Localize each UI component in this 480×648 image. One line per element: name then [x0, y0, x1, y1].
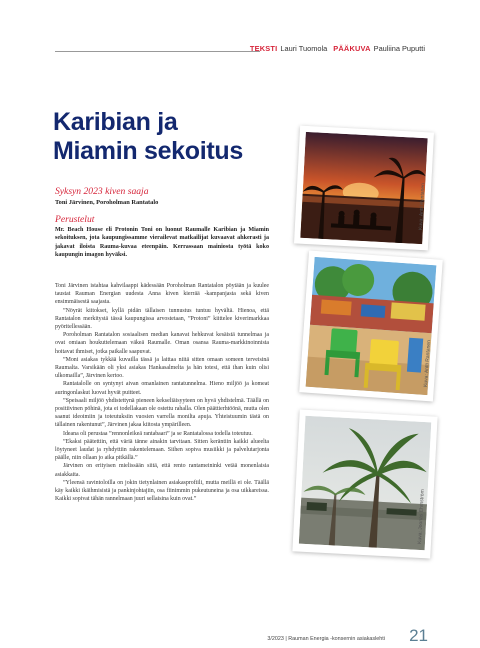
body-paragraph: Rantatalolle on syntynyt aivan omanlainen rantatunnelma. Hieno miljöö ja komeat auringonlaskut luovat hyvät puitteet. [55, 381, 269, 396]
headline-line-2: Miamin sekoitus [53, 137, 243, 165]
header-rule [55, 51, 260, 52]
body-paragraph: ”Moni asiakas tykkää kuvailla tässä ja laittaa niitä sitten omaan someen terveisinä Raumalta. Varsikään oli yksi asiakas Hankasalmelta ja hän totesi, että ihan kuin olisi ulkomailla”, Järvinen kertoo. [55, 356, 269, 380]
body-paragraph: ”Ekaksi päätettiin, että väriä tänne ainakin tarvitaan. Sitten keräntiin kaikki alueelta löytyneet laudat ja ryhdyttiin rakentelemaan. Siihen sopiva musiikki ja palvelutarjonta päälle, niin ollaan jo aika pitkällä.” [55, 438, 269, 462]
body-paragraph: Järvinen on erityisen mielissään siitä, että rento rantameininki vetää monenlaisia asiakkaita. [55, 463, 269, 478]
body-paragraph: ”Yleensä ravintoloilla on jokin tietynlainen asiakasprofiili, mutta meillä ei ole. Täällä käy kaikki ikäihmisistä ja pankinjohtajiin, osa fiinimmin pukeutuneina ja osa uikkareissa. Kaikki sopivat tähän rannelmaan juuri sellaisina kuin ovat.” [55, 479, 269, 503]
byline [249, 44, 428, 53]
photo-caption: Kuva: Antti Rantanen [422, 339, 433, 388]
photo-palm-tree [292, 409, 437, 558]
photo-caption: Kuva: Joonas Ehrnström [416, 489, 426, 545]
text-author: Lauri Tuomola [280, 44, 328, 53]
photo-author: Pauliina Puputti [373, 44, 425, 53]
article-body [55, 282, 269, 503]
body-paragraph: Poroholman Rantatalon sosiaalisen median kanavat hehkuvat kesäistä tunnelmaa ja ovat omiaan houkuttelemaan väkeä Raumalle. Oman osansa Rauma-markkinoinnista hoitavat ihmiset, jotka paikalle saapuvat. [55, 332, 269, 355]
body-paragraph: ”Speisaali miljöö yhdistettynä pieneen kekseliäisyyteen on hyvä yhdistelmä. Täällä on positiivinen pöhinä, jota ei todellakaan ole ostettu rahalla. Olen päättierhtöönä, mutta olen saanut ideoimiin ja toteutuksiin vuosien varrella monilta apuja. Yhteistuumin tästä on tällainen rakentunut”, Järvinen jakaa kiitosta ympärilleen. [55, 397, 269, 429]
body-paragraph: Ideana oli perustaa ”rennonleikeä rantabaari” ja se Rantatalossa todella toteutuu. [63, 430, 253, 437]
page-number: 21 [409, 626, 428, 645]
reason-heading: Perustelut [55, 214, 95, 225]
reason-text: Mr. Beach House eli Protonin Toni on luonut Raumalle Karibian ja Miamin sekoituksen, jota kaupungissamme vierailevat matkailijat kuvaavat ahkerasti ja jakavat iloista Rauma-kuvaa eteenpäin. Kerrassaan mainiosta työtä koko kaupungin imagon hyväksi. [55, 227, 269, 259]
text-label: TEKSTI [249, 44, 278, 53]
headline-line-1: Karibian ja [53, 108, 178, 136]
article-headline [53, 108, 283, 166]
photo-label: PÄÄKUVA [333, 44, 371, 53]
award-title: Syksyn 2023 kiven saaja [55, 186, 149, 197]
photo-caption: Kuva: Antti Rantanen [417, 182, 427, 231]
body-paragraph: Toni Järvinen istahtaa kahvilaappi kädessään Poroholman Rantatalon pöytään ja kuulee taustat Rauman Energian uudesta Anna kiven kierrää -kampanjasta sekä kiven ensimmäisestä saajasta. [55, 283, 269, 306]
award-winners: Toni Järvinen, Poroholman Rantatalo [55, 199, 159, 206]
photo-sunset-beach [294, 126, 434, 251]
photo-beach-chairs [299, 250, 443, 401]
body-paragraph: ”Nöyrät kiitokset, kyllä pidän tällaisen tunnustus tuntuu hyvältä. Hienoa, että Rantatalon merkitystä tässä kaupungissa arvostetaan, ”Protoni” kiittelee kiverimarkkaa pyöritellessään. [55, 307, 269, 331]
footer-issue: 3/2023 | Rauman Energia -konsernin asiakaslehti [267, 636, 385, 642]
